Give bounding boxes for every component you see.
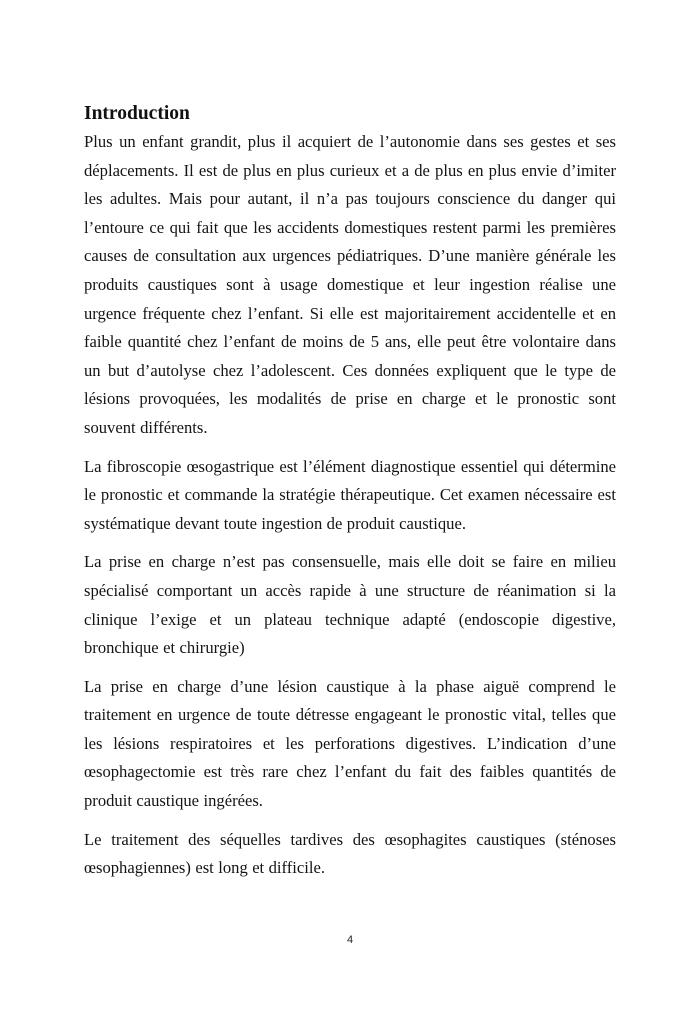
section-heading: Introduction [84,103,190,124]
paragraph-autonomy: Plus un enfant grandit, plus il acquiert de l’autonomie dans ses gestes et ses déplacements. Il est de plus en plus curieux et a de plus en plus envie d’imiter les adultes. Mais pour autant, il n’a pas toujours conscience du danger qui l’entoure ce qui fait que les accidents domestiques restent parmi les premières causes de consultation aux urgences pédiatriques. D’une manière générale les produits caustiques sont à usage domestique et leur ingestion réalise une urgence fréquente chez l’enfant. Si elle est majoritairement accidentelle et en faible quantité chez l’enfant de moins de 5 ans, elle peut être volontaire dans un but d’autolyse chez l’adolescent. Ces données expliquent que le type de lésions provoquées, les modalités de prise en charge et le pronostic sont souvent différents. [84,132,616,437]
document-page [84,101,616,893]
paragraph-acute-phase: La prise en charge d’une lésion caustique à la phase aiguë comprend le traitement en urgence de toute détresse engageant le pronostic vital, telles que les lésions respiratoires et les perforations digestives. L’indication d’une œsophagectomie est très rare chez l’enfant du fait des faibles quantités de produit caustique ingérées. [84,676,616,811]
page-number: 4 [346,934,354,946]
paragraph-care-setting: La prise en charge n’est pas consensuelle, mais elle doit se faire en milieu spécialisé comportant un accès rapide à une structure de réanimation si la clinique l’exige et un plateau technique adapté (endoscopie digestive, bronchique et chirurgie) [84,552,616,658]
paragraph-fibroscopy: La fibroscopie œsogastrique est l’élément diagnostique essentiel qui détermine le pronostic et commande la stratégie thérapeutique. Cet examen nécessaire est systématique devant toute ingestion de produit caustique. [84,456,616,533]
paragraph-late-sequelae: Le traitement des séquelles tardives des œsophagites caustiques (sténoses œsophagiennes) est long et difficile. [84,829,616,878]
